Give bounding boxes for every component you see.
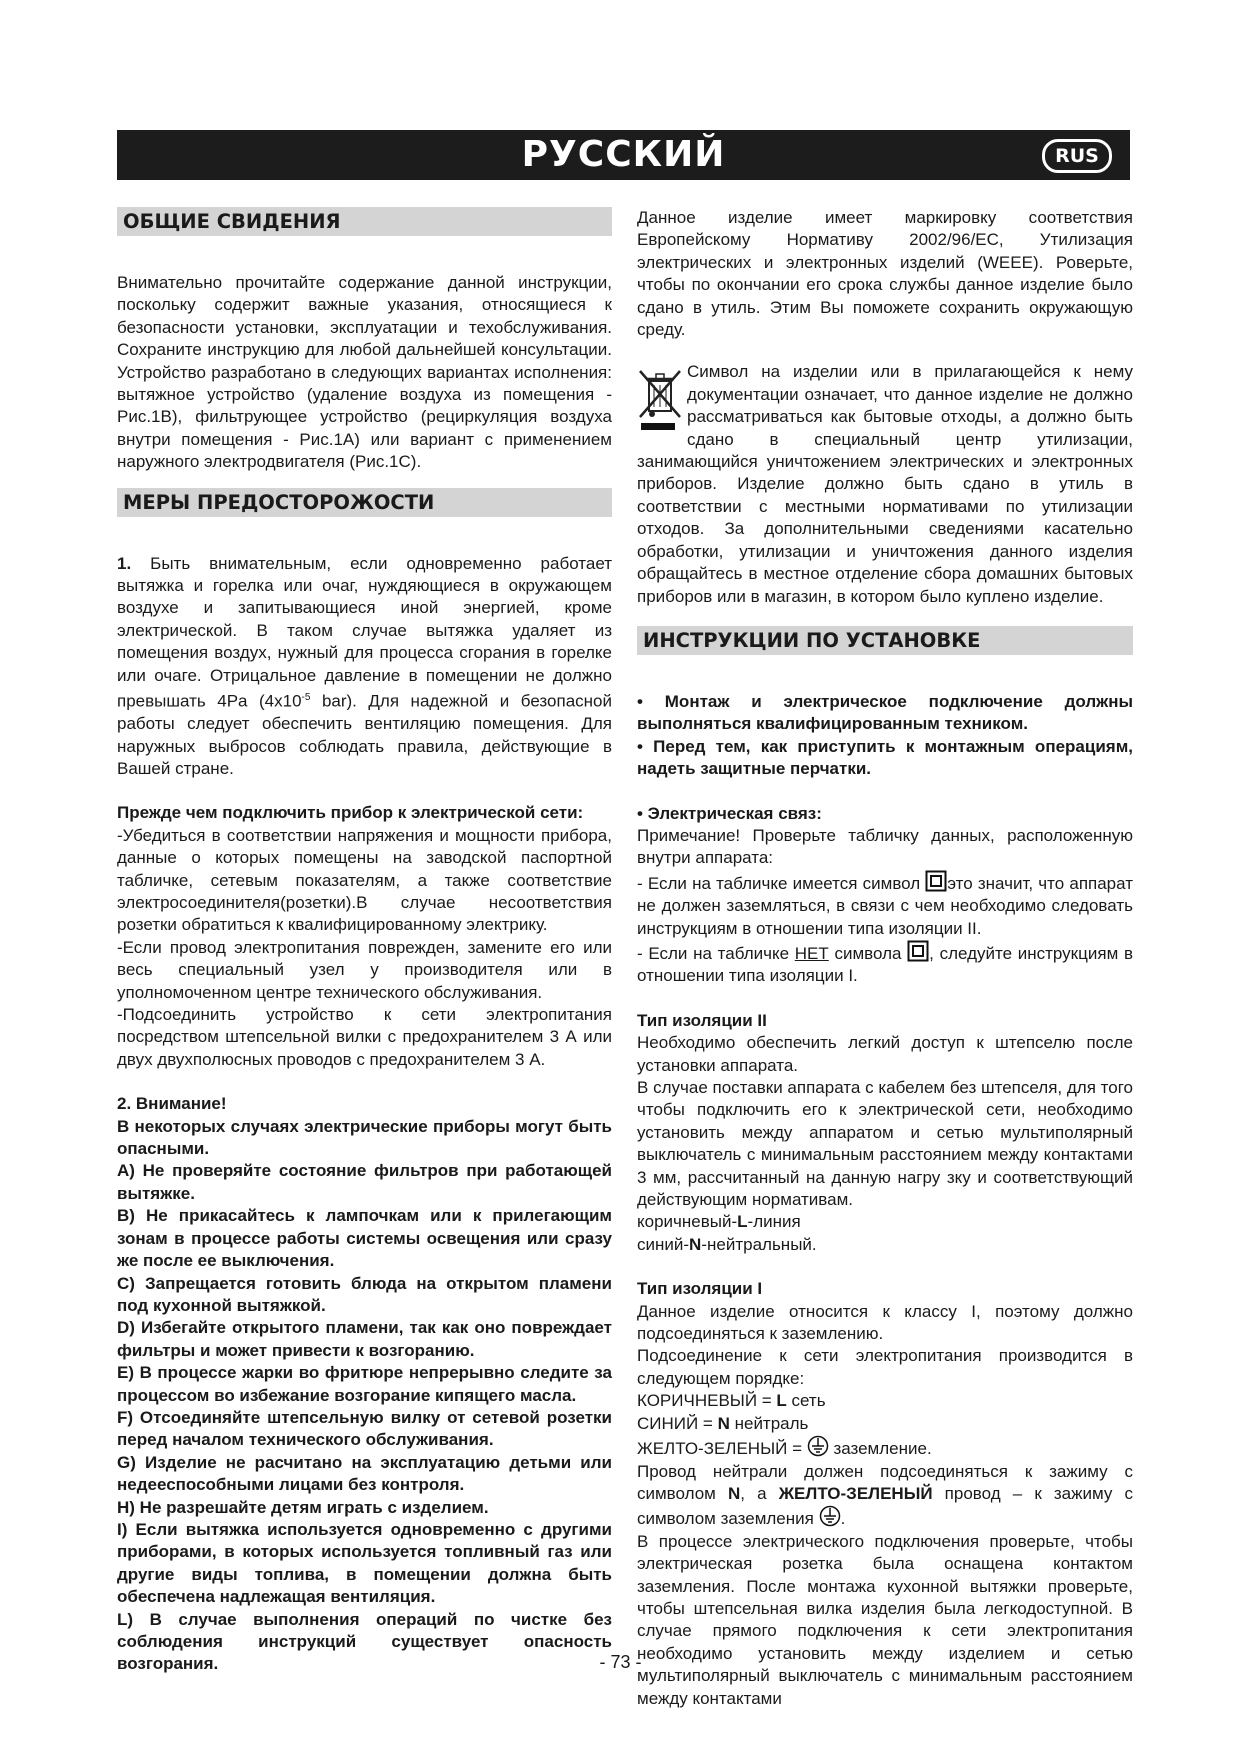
weee-symbol-text: Символ на изделии или в прилагающейся к нему документации означает, что данное изделие не должно рассматриваться как бытовые отходы, а должно быть сдано в специальный центр утилизации, занимающийся уничтожением электрических и электронных приборов. Изделие должно быть сдано в утиль в соответствии с местными нормативами по утилизации отходов. За дополнительными сведениями касательно обработки, утилизации и уничтожения данного изделия обращайтесь в местное отделение сбора домашних бытовых приборов или в магазин, в котором было куплено изделие. — [637, 362, 1133, 606]
elec-not-word: НЕТ — [794, 943, 829, 963]
wire-brown-line — [637, 1211, 1133, 1233]
insulation-type-1-heading: Тип изоляции I — [637, 1279, 763, 1299]
warning-h: H) Не разрешайте детям играть с изделием. — [117, 1497, 489, 1517]
blue-caps-suffix: нейтраль — [729, 1413, 809, 1433]
page-number: - 73 - — [599, 1652, 642, 1672]
electrical-if-symbol — [637, 870, 1133, 940]
brown-caps-label: КОРИЧНЕВЫЙ = — [637, 1391, 777, 1411]
p3-text-d: . — [840, 1509, 846, 1529]
electrical-note: Примечание! Проверьте табличку данных, расположенную внутри аппарата: — [637, 825, 1133, 868]
elec-not-text-c: , следуйте инструкциям в отношении типа изоляции I. — [637, 943, 1133, 986]
language-badge: RUS — [1042, 139, 1112, 173]
brown-caps-letter: L — [776, 1391, 787, 1411]
elec-if-text-b: это значит, что аппарат не должен заземляться, в связи с чем необходимо следовать инструкциям в отношении типа изоляции II. — [637, 873, 1134, 938]
insulation-type-1-p2: Подсоединение к сети электропитания производится в следующем порядке: — [637, 1346, 1133, 1388]
warning-g: G) Изделие не расчитано на эксплуатацию детьми или недееспособными лицами без контроля. — [117, 1452, 612, 1495]
warning-l: L) В случае выполнения операций по чистке без соблюдения инструкций существует опасность возгорания. — [117, 1609, 612, 1674]
install-note-1: • Монтаж и электрическое подключение должны выполняться квалифицированным техником. — [637, 691, 1133, 734]
wire-blue-neutral — [637, 1234, 1133, 1256]
before-connect-heading: Прежде чем подключить прибор к электрической сети: — [117, 803, 584, 823]
warning-e: E) В процессе жарки во фритюре непрерывно следите за процессом во избежание возгорание кипящего масла. — [117, 1363, 612, 1405]
crossed-bin-icon — [637, 365, 685, 433]
earth-ground-icon — [819, 1505, 841, 1527]
electrical-no-symbol — [637, 940, 1133, 988]
p3-text-b: , а — [740, 1483, 779, 1503]
warning-d: D) Избегайте открытого пламени, так как оно повреждает фильтры и может привести к возгоранию. — [117, 1318, 612, 1360]
blue-caps-letter: N — [717, 1413, 730, 1433]
warning-f: F) Отсоединяйте штепсельную вилку от сетевой розетки перед началом технического обслуживания. — [117, 1407, 612, 1450]
wire-brown-mains — [637, 1390, 1133, 1412]
elec-not-text-b: символа — [828, 943, 908, 963]
earth-ground-icon — [807, 1435, 829, 1457]
install-note-2: • Перед тем, как приступить к монтажным операциям, надеть защитные перчатки. — [637, 736, 1133, 779]
p3-text-c: провод – к зажиму с символом заземления — [637, 1483, 1133, 1529]
blue-caps-label: СИНИЙ = — [637, 1413, 718, 1433]
precaution-1-text-a: Быть внимательным, если одновременно работает вытяжка и горелка или очаг, нуждяющиеся в окружающем воздухе и запитывающиеся иной энергией, кроме электрической. В таком случае вытяжка удаляет из помещения воздух, нужный для процесса сгорания в горелке или очаге. Отрицальное давление в помещении не должно превышать 4Pa (4x10 — [117, 553, 612, 711]
warning-b: B) Не прикасайтесь к лампочкам или к прилегающим зонам в процессе работы системы освещения или сразу же после ее выключения. — [117, 1206, 612, 1271]
before-connect-item-1: -Убедиться в соответствии напряжения и мощности прибора, данные о которых помещены на заводской паспортной табличке, сетевым показателям, а также соответствие электросоединителя(розетки).В случае несоответствия розетки обратиться к квалифицированному электрику. — [117, 825, 612, 935]
insulation-type-2-p2: В случае поставки аппарата с кабелем без штепселя, для того чтобы подключить его к электрической сети, необходимо установить между аппаратом и сетью мультиполярный выключатель с минимальным расстоянием между контактами 3 мм, рассчитанный на данную нагру зку и соответствующий действующим нормативам. — [637, 1078, 1133, 1210]
exponent: -5 — [301, 692, 311, 704]
precaution-1-text-b: bar). Для надежной и безопасной работы следует обеспечить вентиляцию помещения. Для наружных выбросов соблюдать правила, действующие в Вашей стране. — [117, 691, 612, 778]
banner-title: РУССКИЙ — [521, 134, 726, 175]
general-info-heading: ОБЩИЕ СВИДЕНИЯ — [117, 207, 612, 236]
blue-letter: N — [689, 1234, 702, 1254]
left-column — [117, 207, 612, 1676]
p3-yellow-green: ЖЕЛТО-ЗЕЛЕНЫЙ — [778, 1483, 933, 1503]
elec-if-text-a: - Если на табличке имеется символ — [637, 873, 926, 893]
yg-suffix: заземление. — [828, 1439, 932, 1459]
brown-label: коричневый- — [637, 1212, 738, 1232]
insulation-type-1-p4: В процессе электрического подключения проверьте, чтобы электрическая розетка была оснащена контактом заземления. После монтажа кухонной вытяжки проверьте, чтобы штепсельная вилка изделия была легкодоступной. В случае прямого подключения к сети электропитания необходимо установить между изделием и сетью мультиполярный выключатель с минимальным расстоянием между контактами — [637, 1531, 1133, 1708]
p3-text-a: Провод нейтрали должен подсоединяться к зажиму с символом — [637, 1461, 1133, 1503]
right-column — [637, 207, 1133, 1710]
wire-yellow-green — [637, 1435, 1133, 1460]
weee-symbol-block — [637, 361, 1133, 607]
double-insulation-icon — [907, 940, 929, 962]
electrical-heading: • Электрическая связ: — [637, 803, 822, 823]
wire-blue-neutral-caps — [637, 1413, 1133, 1435]
insulation-type-2-p1: Необходимо обеспечить легкий доступ к штепселю после установки аппарата. — [637, 1033, 1133, 1075]
before-connect-item-2: -Если провод электропитания поврежден, замените его или весь специальный узел у производителя или в уполномоченном центре технического обслуживания. — [117, 937, 612, 1002]
yg-label: ЖЕЛТО-ЗЕЛЕНЫЙ = — [637, 1439, 807, 1459]
brown-letter: L — [737, 1212, 748, 1232]
insulation-type-2-heading: Тип изоляции II — [637, 1010, 767, 1030]
blue-suffix: -нейтральный. — [701, 1234, 817, 1254]
weee-text: Данное изделие имеет маркировку соответствия Европейскому Нормативу 2002/96/EC, Утилизация электрических и электронных изделий (WEEE). Роверьте, чтобы по окончании его срока службы данное изделие было сдано в утиль. Этим Вы поможете сохранить окружающую среду. — [637, 208, 1133, 340]
warning-title: 2. Внимание! — [117, 1094, 227, 1114]
double-insulation-icon — [925, 870, 947, 892]
insulation-type-1-p1: Данное изделие относится к классу I, поэтому должно подсоединяться к заземлению. — [637, 1301, 1133, 1344]
precautions-heading: МЕРЫ ПРЕДОСТОРОЖОСТИ — [117, 488, 612, 517]
general-info-text: Внимательно прочитайте содержание данной инструкции, поскольку содержит важные указания, относящиеся к безопасности установки, эксплуатации и техобслуживания. Сохраните инструкцию для любой дальнейшей консультации. Устройство разработано в следующих вариантах исполнения: вытяжное устройство (удаление воздуха из помещения - Рис.1B), фильтрующее устройство (рециркуляция воздуха внутри помещения - Рис.1A) или вариант с применением наружного электродвигателя (Рис.1C). — [117, 273, 612, 472]
language-banner — [117, 130, 1130, 180]
warning-intro: В некоторых случаях электрические приборы могут быть опасными. — [117, 1116, 612, 1159]
brown-suffix: -линия — [747, 1212, 801, 1232]
warning-c: C) Запрещается готовить блюда на открытом пламени под кухонной вытяжкой. — [117, 1273, 612, 1315]
before-connect-item-3: -Подсоединить устройство к сети электропитания посредством штепсельной вилки с предохранителем 3 А или двух двухполюсных проводов с предохранителем 3 А. — [117, 1005, 612, 1069]
p3-neutral-symbol: N — [727, 1483, 741, 1503]
precaution-1 — [117, 553, 612, 781]
warning-a: A) Не проверяйте состояние фильтров при работающей вытяжке. — [117, 1161, 612, 1203]
brown-caps-suffix: сеть — [786, 1391, 826, 1411]
precaution-1-number: 1. — [117, 553, 132, 573]
elec-not-text-a: - Если на табличке — [637, 943, 795, 963]
installation-heading: ИНСТРУКЦИИ ПО УСТАНОВКЕ — [637, 626, 1133, 655]
blue-label: синий- — [637, 1234, 690, 1254]
insulation-type-1-p3 — [637, 1461, 1133, 1531]
warning-i: I) Если вытяжка используется одновременно с другими приборами, в которых используется топливный газ или другие виды топлива, в помещении должна быть обеспечена надлежащая вентиляция. — [117, 1519, 612, 1607]
